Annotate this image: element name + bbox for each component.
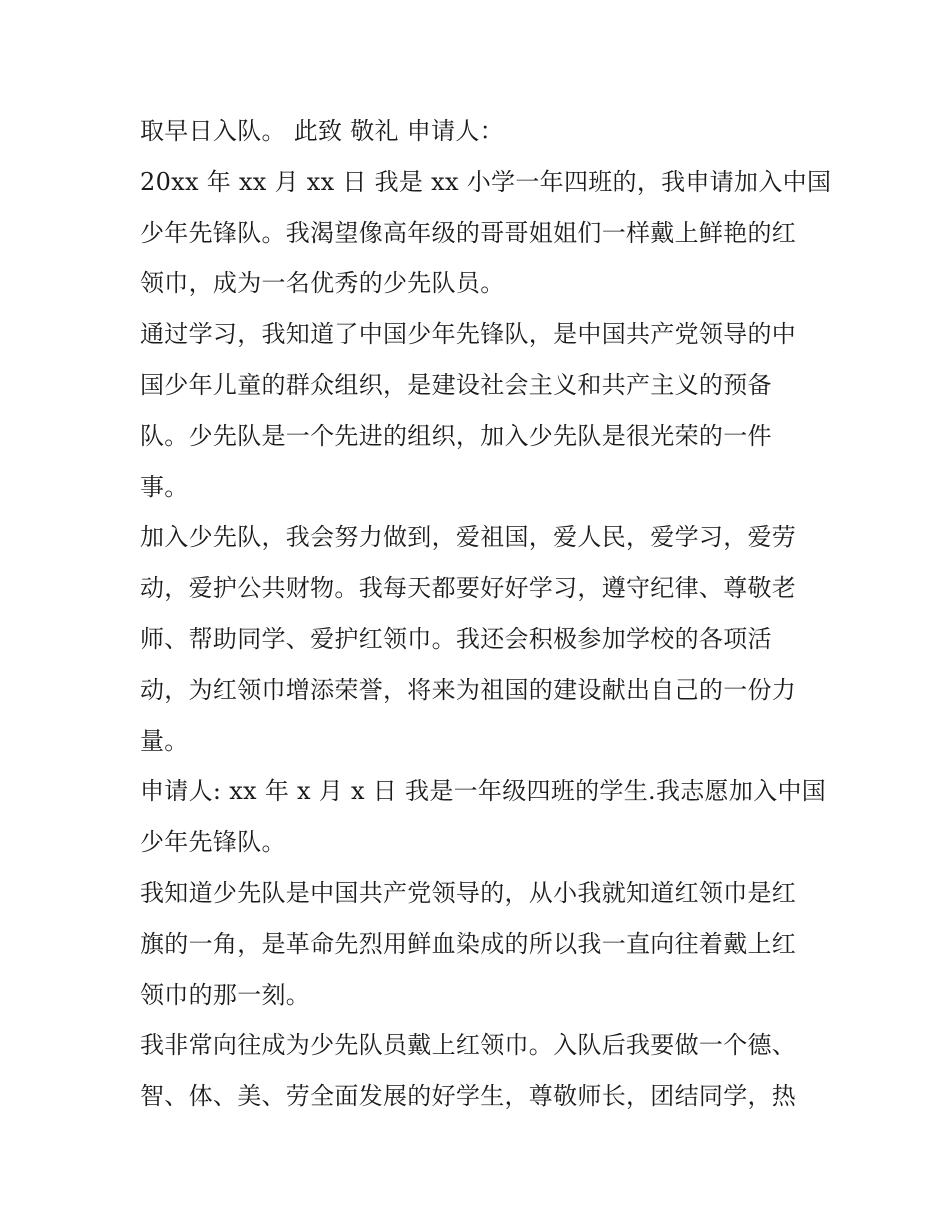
text-line: 少年先锋队。 (140, 828, 286, 857)
text-line: 队。少先队是一个先进的组织，加入少先队是很光荣的一件 (140, 421, 772, 450)
text-line: 加入少先队，我会努力做到，爱祖国，爱人民，爱学习，爱劳 (140, 523, 797, 552)
text-line: 智、体、美、劳全面发展的好学生，尊敬师长，团结同学，热 (140, 1082, 797, 1111)
text-line: 事。 (140, 472, 189, 501)
text-line: 师、帮助同学、爱护红领巾。我还会积极参加学校的各项活 (140, 624, 772, 653)
text-line: 动，为红领巾增添荣誉，将来为祖国的建设献出自己的一份力 (140, 675, 797, 704)
text-line: 动，爱护公共财物。我每天都要好好学习，遵守纪律、尊敬老 (140, 574, 797, 603)
text-line: 旗的一角，是革命先烈用鲜血染成的所以我一直向往着戴上红 (140, 929, 797, 958)
text-line: 国少年儿童的群众组织，是建设社会主义和共产主义的预备 (140, 370, 772, 399)
text-line: 20xx 年 xx 月 xx 日 我是 xx 小学一年四班的，我申请加入中国 (140, 167, 832, 196)
text-line: 领巾，成为一名优秀的少先队员。 (140, 269, 505, 298)
text-line: 我非常向往成为少先队员戴上红领巾。入队后我要做一个德、 (140, 1031, 797, 1060)
text-line: 少年先锋队。我渴望像高年级的哥哥姐姐们一样戴上鲜艳的红 (140, 218, 797, 247)
text-line: 量。 (140, 726, 189, 755)
text-line: 领巾的那一刻。 (140, 980, 311, 1009)
text-line: 通过学习，我知道了中国少年先锋队，是中国共产党领导的中 (140, 320, 797, 349)
text-line: 我知道少先队是中国共产党领导的，从小我就知道红领巾是红 (140, 878, 797, 907)
text-line: 申请人: xx 年 x 月 x 日 我是一年级四班的学生.我志愿加入中国 (140, 777, 827, 806)
text-line: 取早日入队。 此致 敬礼 申请人： (140, 117, 504, 145)
document-body (140, 106, 832, 1122)
